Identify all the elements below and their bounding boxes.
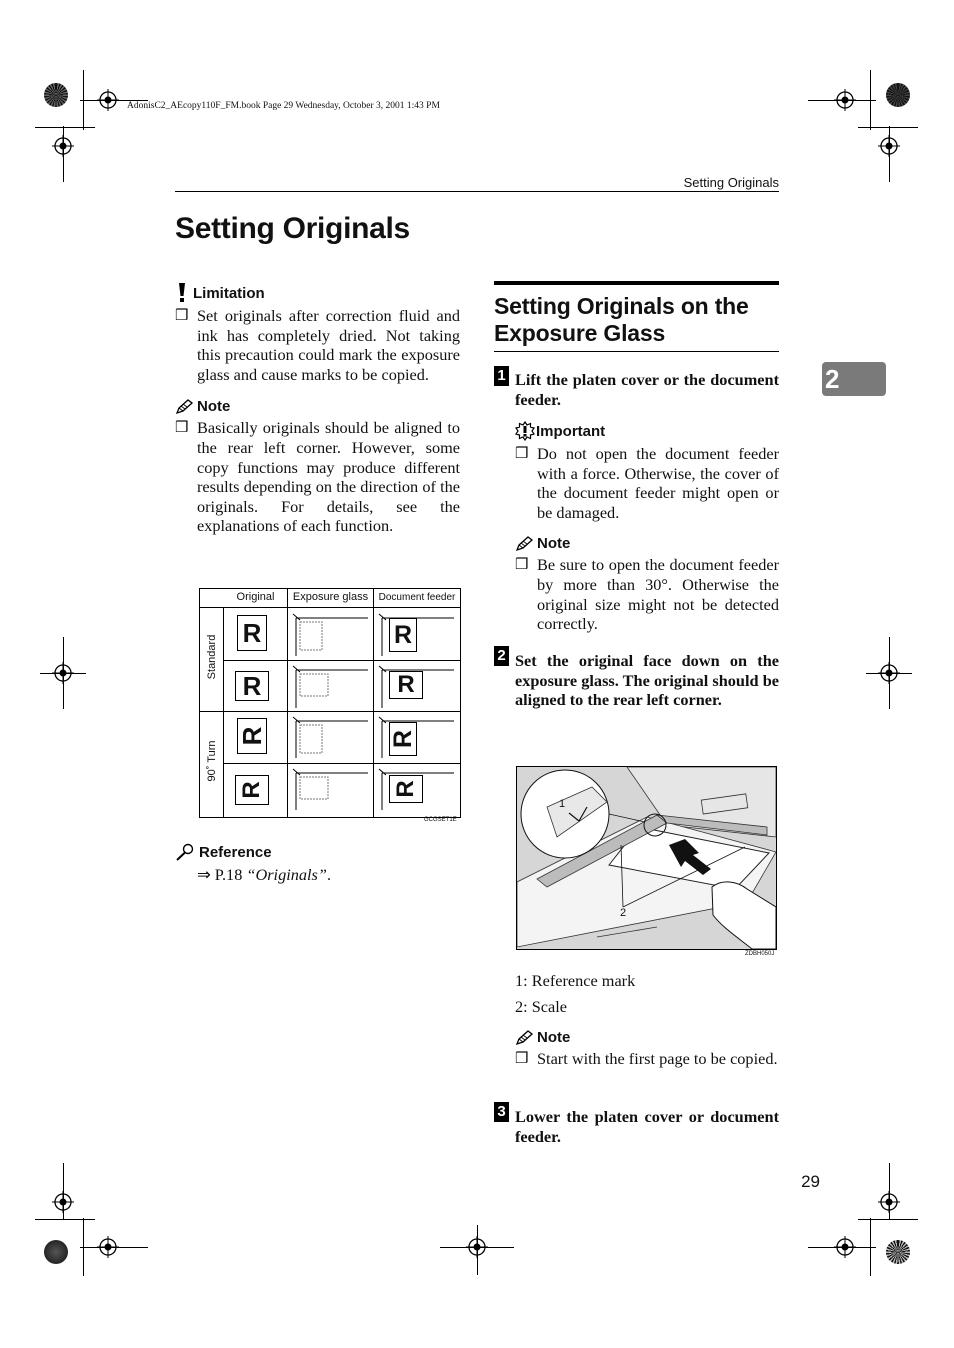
feeder-r-glyph: R: [389, 618, 417, 652]
checkbox-icon: ❒: [175, 419, 189, 437]
pencil-icon: [175, 399, 193, 415]
registration-mark-icon: [834, 89, 856, 111]
reference-page: P.18: [214, 865, 247, 884]
checkbox-icon: ❒: [175, 307, 189, 324]
pencil-icon: [515, 1030, 533, 1046]
list-item: [175, 306, 460, 384]
exposure-glass-illustration: [516, 766, 777, 950]
orientation-table: [199, 588, 461, 818]
checkbox-icon: ❒: [515, 445, 529, 462]
r-glyph: R: [392, 780, 419, 798]
callout-2: 2: [620, 907, 627, 919]
caption-scale: 2: Scale: [515, 997, 567, 1016]
registration-mark-icon: [97, 89, 119, 111]
row-header: 90˚ Turn: [206, 740, 218, 782]
arrow-icon: ⇒: [197, 865, 211, 884]
pencil-icon: [515, 536, 533, 552]
original-r-glyph: R: [237, 615, 267, 651]
list-item: [515, 1049, 779, 1069]
chapter-tab: 2: [822, 362, 886, 396]
list-item: [515, 444, 779, 522]
list-item: [515, 555, 779, 633]
registration-mark-icon: [52, 1191, 74, 1213]
header-rule: [175, 191, 779, 192]
column-header: Document feeder: [378, 592, 456, 603]
original-r-glyph: R: [235, 671, 269, 701]
color-target-icon: [886, 83, 910, 107]
caption-reference-mark: 1: Reference mark: [515, 971, 636, 990]
step-2-text: Set the original face down on the exposure glass. The original should be aligned to the rear left corner.: [515, 651, 779, 710]
checkbox-icon: ❒: [515, 556, 529, 574]
callout-1: 1: [559, 798, 566, 810]
limitation-label-row: [175, 283, 460, 303]
page-number: 29: [801, 1172, 820, 1191]
color-target-icon: [44, 83, 68, 107]
feeder-r-rotated: [389, 722, 417, 756]
original-r-rotated: [235, 775, 269, 805]
color-target-icon: [44, 1240, 68, 1264]
reference-end: .: [326, 865, 332, 884]
limitation-label: Limitation: [193, 284, 265, 302]
figure-code: ZDBH050J: [745, 951, 775, 957]
color-target-icon: [886, 1240, 910, 1264]
left-column: [175, 283, 460, 536]
note-label: Note: [537, 535, 571, 553]
note-label-row: [515, 1029, 779, 1046]
list-item: [175, 418, 460, 536]
step-number-1: 1: [494, 366, 509, 386]
registration-mark-icon: [52, 135, 74, 157]
r-glyph: R: [238, 781, 265, 799]
registration-mark-icon: [52, 662, 74, 684]
note-label: Note: [197, 398, 231, 416]
note-label-row: [515, 535, 779, 552]
row-header: Standard: [206, 634, 218, 680]
r-glyph: R: [237, 726, 267, 746]
registration-mark-icon: [878, 1191, 900, 1213]
magnifier-icon: [175, 843, 195, 861]
original-r-rotated: [237, 718, 267, 754]
note-text: Start with the first page to be copied.: [537, 1049, 778, 1068]
section-title: Setting Originals on the Exposure Glass: [494, 281, 779, 352]
running-header: Setting Originals: [683, 175, 779, 190]
limitation-text: Set originals after correction fluid and ink has completely dried. Not taking this precaution could mark the exposure glass and cause marks to be copied.: [197, 306, 460, 384]
reference-link[interactable]: “Originals”: [246, 865, 327, 884]
registration-mark-icon: [834, 1236, 856, 1258]
figure-code: GCGSET1E: [424, 817, 457, 823]
feeder-r-glyph: R: [389, 671, 423, 699]
feeder-r-rotated: [389, 775, 423, 803]
important-icon: [515, 421, 535, 441]
step-1-text: Lift the platen cover or the document feeder.: [515, 370, 779, 409]
column-header: Exposure glass: [292, 591, 369, 603]
column-header: Original: [236, 591, 275, 603]
note-label: Note: [537, 1029, 571, 1046]
reference-text: [197, 865, 460, 885]
reference-block: [175, 843, 460, 885]
registration-mark-icon: [466, 1236, 488, 1258]
page-title: Setting Originals: [175, 212, 410, 245]
reference-label: Reference: [199, 843, 272, 861]
note-text: Basically originals should be aligned to the rear left corner. However, some copy functions may produce different results depending on the direction of the originals. For details, see the explanations of each function.: [197, 418, 460, 536]
important-label-row: [515, 421, 779, 441]
exclamation-icon: [175, 283, 189, 303]
important-block: [515, 421, 779, 634]
reference-label-row: [175, 843, 460, 861]
print-info: AdonisC2_AEcopy110F_FM.book Page 29 Wednesday, October 3, 2001 1:43 PM: [127, 101, 440, 111]
important-text: Do not open the document feeder with a force. Otherwise, the cover of the document feeder might open or be damaged.: [537, 444, 779, 522]
step-number-3: 3: [494, 1102, 509, 1122]
note-label-row: [175, 398, 460, 415]
registration-mark-icon: [878, 135, 900, 157]
step-3-text: Lower the platen cover or document feeder.: [515, 1107, 779, 1146]
r-glyph: R: [389, 729, 417, 749]
note-block: [515, 1029, 779, 1069]
important-label: Important: [536, 422, 606, 440]
exposure-glass-illustration: [288, 608, 373, 817]
checkbox-icon: ❒: [515, 1050, 529, 1067]
note-text: Be sure to open the document feeder by more than 30°. Otherwise the original size might not be detected correctly.: [537, 555, 779, 634]
registration-mark-icon: [878, 662, 900, 684]
step-number-2: 2: [494, 646, 509, 666]
registration-mark-icon: [97, 1236, 119, 1258]
